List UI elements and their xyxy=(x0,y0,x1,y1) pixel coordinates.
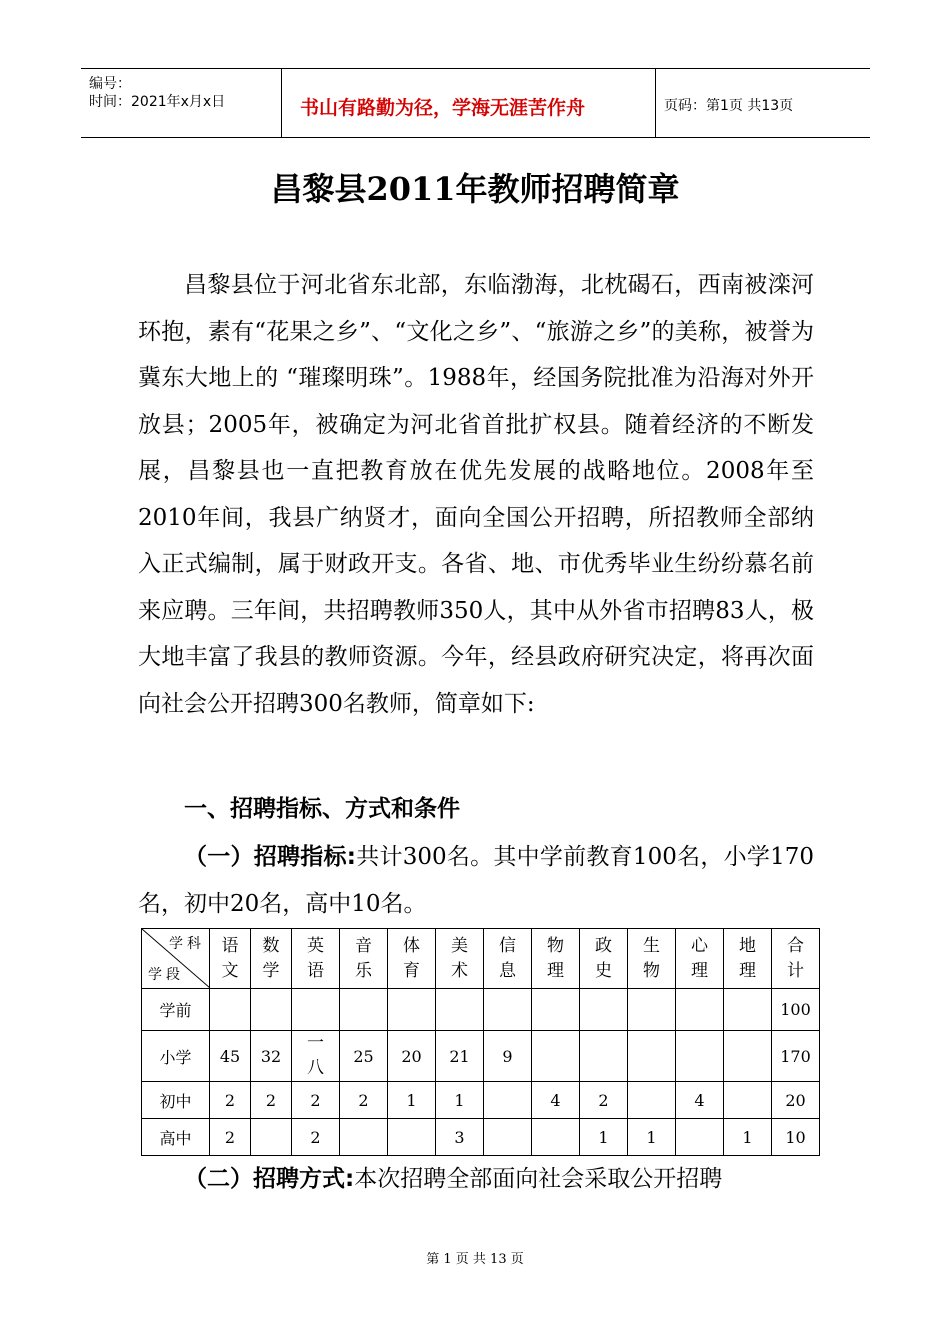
table-cell xyxy=(532,1031,580,1082)
table-cell xyxy=(724,989,772,1031)
table-cell xyxy=(532,1119,580,1156)
table-cell xyxy=(484,1082,532,1119)
table-cell: 1 xyxy=(436,1082,484,1119)
table-cell: 170 xyxy=(772,1031,820,1082)
table-cell: 4 xyxy=(532,1082,580,1119)
subject-header: 政史 xyxy=(580,929,628,989)
method-text: 本次招聘全部面向社会采取公开招聘 xyxy=(354,1166,723,1192)
table-cell: 32 xyxy=(251,1031,292,1082)
table-cell xyxy=(388,1119,436,1156)
header-page-code: 页码：第1页 共13页 xyxy=(664,98,794,114)
recruitment-quota-table xyxy=(141,928,820,1156)
table-cell xyxy=(340,1119,388,1156)
corner-stage-label: 学段 xyxy=(148,967,184,983)
table-cell xyxy=(580,1031,628,1082)
subject-header: 地理 xyxy=(724,929,772,989)
subject-header: 心理 xyxy=(676,929,724,989)
subject-header: 物理 xyxy=(532,929,580,989)
table-cell: 4 xyxy=(676,1082,724,1119)
table-cell xyxy=(210,989,251,1031)
table-row xyxy=(142,1031,820,1082)
table-cell: 2 xyxy=(340,1082,388,1119)
table-cell xyxy=(292,989,340,1031)
method-label: （二）招聘方式: xyxy=(184,1166,355,1192)
table-cell xyxy=(676,989,724,1031)
table-cell: 3 xyxy=(436,1119,484,1156)
quota-text: 共计300名。其中学前教育100名，小学170名，初中20名，高中10名。 xyxy=(138,844,815,917)
table-cell: 1 xyxy=(724,1119,772,1156)
table-cell: 1 xyxy=(388,1082,436,1119)
subject-header: 英语 xyxy=(292,929,340,989)
table-cell xyxy=(388,989,436,1031)
subject-header: 生物 xyxy=(628,929,676,989)
table-cell xyxy=(292,1031,340,1082)
table-cell: 2 xyxy=(210,1082,251,1119)
table-cell: 1 xyxy=(580,1119,628,1156)
table-cell xyxy=(251,989,292,1031)
corner-subject-label: 学科 xyxy=(169,936,205,952)
document-title: 昌黎县2011年教师招聘简章 xyxy=(270,170,680,208)
header-motto-cell xyxy=(282,69,656,137)
table-cell: 2 xyxy=(210,1119,251,1156)
document-number-label: 编号： xyxy=(89,76,131,92)
table-cell: 2 xyxy=(292,1082,340,1119)
header-info-cell xyxy=(81,69,282,137)
table-cell: 100 xyxy=(772,989,820,1031)
table-cell xyxy=(436,989,484,1031)
table-cell xyxy=(340,989,388,1031)
subject-header: 信息 xyxy=(484,929,532,989)
quota-paragraph xyxy=(138,834,814,927)
stage-cell: 初中 xyxy=(142,1082,210,1119)
stage-cell: 学前 xyxy=(142,989,210,1031)
table-row xyxy=(142,1082,820,1119)
table-cell xyxy=(724,1082,772,1119)
table-cell xyxy=(628,1082,676,1119)
subject-header: 美术 xyxy=(436,929,484,989)
table-cell: 20 xyxy=(388,1031,436,1082)
table-cell xyxy=(676,1031,724,1082)
table-cell xyxy=(724,1031,772,1082)
table-cell-value: 一八 xyxy=(307,1033,324,1078)
table-cell: 2 xyxy=(580,1082,628,1119)
table-cell: 2 xyxy=(251,1082,292,1119)
table-cell: 10 xyxy=(772,1119,820,1156)
table-cell xyxy=(628,1031,676,1082)
table-row xyxy=(142,1119,820,1156)
table-cell xyxy=(532,989,580,1031)
page-header xyxy=(81,68,870,138)
table-cell xyxy=(676,1119,724,1156)
section-heading: 一、招聘指标、方式和条件 xyxy=(184,796,460,822)
table-cell: 21 xyxy=(436,1031,484,1082)
table-cell xyxy=(484,1119,532,1156)
document-time-label: 时间：2021年x月x日 xyxy=(89,94,226,110)
stage-cell: 小学 xyxy=(142,1031,210,1082)
subject-header: 音乐 xyxy=(340,929,388,989)
table-cell: 1 xyxy=(628,1119,676,1156)
table-cell xyxy=(251,1119,292,1156)
header-motto: 书山有路勤为径，学海无涯苦作舟 xyxy=(300,97,586,119)
table-cell xyxy=(628,989,676,1031)
table-cell: 2 xyxy=(292,1119,340,1156)
table-cell: 20 xyxy=(772,1082,820,1119)
intro-paragraph: 昌黎县位于河北省东北部，东临渤海，北枕碣石，西南被滦河环抱，素有“花果之乡”、“文化之乡”、“旅游之乡”的美称，被誉为冀东大地上的 “璀璨明珠”。1988年，经国务院批准为沿海对外开放县；2005年，被确定为河北省首批扩权县。随着经济的不断发展，昌黎县也一直把教育放在优先发展的战略地位。2008年至2010年间，我县广纳贤才，面向全国公开招聘，所招教师全部纳入正式编制，属于财政开支。各省、地、市优秀毕业生纷纷慕名前来应聘。三年间，共招聘教师350人，其中从外省市招聘83人，极大地丰富了我县的教师资源。今年，经县政府研究决定，将再次面向社会公开招聘300名教师，简章如下: xyxy=(138,272,814,717)
subject-header: 体育 xyxy=(388,929,436,989)
table-cell: 25 xyxy=(340,1031,388,1082)
table-corner-cell xyxy=(142,929,210,989)
table-cell: 45 xyxy=(210,1031,251,1082)
table-header-row xyxy=(142,929,820,989)
table-row xyxy=(142,989,820,1031)
header-page-cell xyxy=(656,69,870,137)
subject-header: 语文 xyxy=(210,929,251,989)
page-footer: 第 1 页 共 13 页 xyxy=(426,1252,524,1267)
table-cell xyxy=(580,989,628,1031)
subject-header: 合计 xyxy=(772,929,820,989)
table-cell: 9 xyxy=(484,1031,532,1082)
table-cell xyxy=(484,989,532,1031)
quota-label: （一）招聘指标: xyxy=(184,844,356,870)
method-paragraph xyxy=(138,1156,814,1203)
subject-header: 数学 xyxy=(251,929,292,989)
stage-cell: 高中 xyxy=(142,1119,210,1156)
